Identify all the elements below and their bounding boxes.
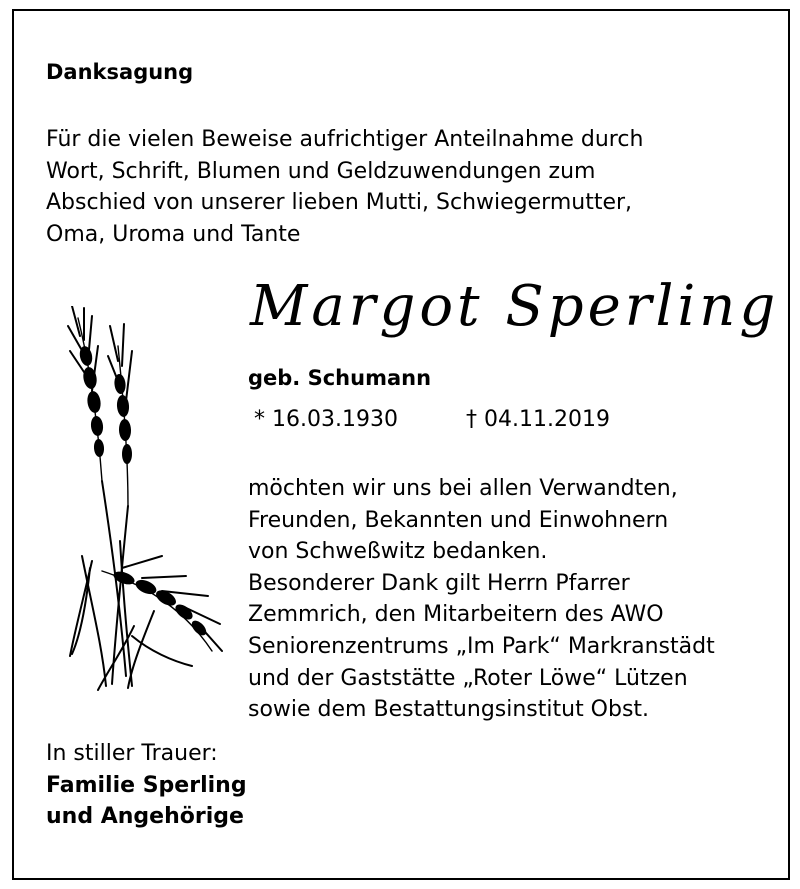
- thanks-line: sowie dem Bestattungsinstitut Obst.: [248, 697, 650, 723]
- intro-line: Für die vielen Beweise aufrichtiger Anteilnahme durch: [46, 127, 644, 152]
- thanks-line: möchten wir uns bei allen Verwandten,: [248, 476, 678, 501]
- deceased-name: Margot Sperling: [250, 274, 780, 339]
- thanks-line: Seniorenzentrums „Im Park“ Markranstädt: [248, 633, 715, 659]
- thanks-line: und der Gaststätte „Roter Löwe“ Lützen: [248, 665, 688, 691]
- thanks-line: Freunden, Bekannten und Einwohnern: [248, 507, 669, 533]
- thanks-line: Besonderer Dank gilt Herrn Pfarrer: [248, 570, 630, 596]
- mourning-block: [46, 738, 247, 833]
- intro-line: Abschied von unserer lieben Mutti, Schwiegermutter,: [46, 190, 633, 215]
- maiden-name: geb. Schumann: [248, 366, 432, 390]
- thanks-line: von Schweßwitz bedanken.: [248, 539, 548, 565]
- death-date: † 04.11.2019: [466, 407, 610, 432]
- relatives: und Angehörige: [46, 804, 244, 829]
- intro-text: [46, 124, 766, 250]
- thanks-text: [248, 473, 778, 726]
- thanks-line: Zemmrich, den Mitarbeitern des AWO: [248, 602, 664, 628]
- intro-line: Oma, Uroma und Tante: [46, 221, 301, 247]
- wheat-icon: [62, 306, 224, 692]
- notice-heading: Danksagung: [46, 60, 194, 84]
- intro-line: Wort, Schrift, Blumen und Geldzuwendungen zum: [46, 158, 596, 184]
- birth-date: * 16.03.1930: [254, 407, 398, 432]
- family-name: Familie Sperling: [46, 772, 247, 798]
- mourning-label: In stiller Trauer:: [46, 741, 218, 766]
